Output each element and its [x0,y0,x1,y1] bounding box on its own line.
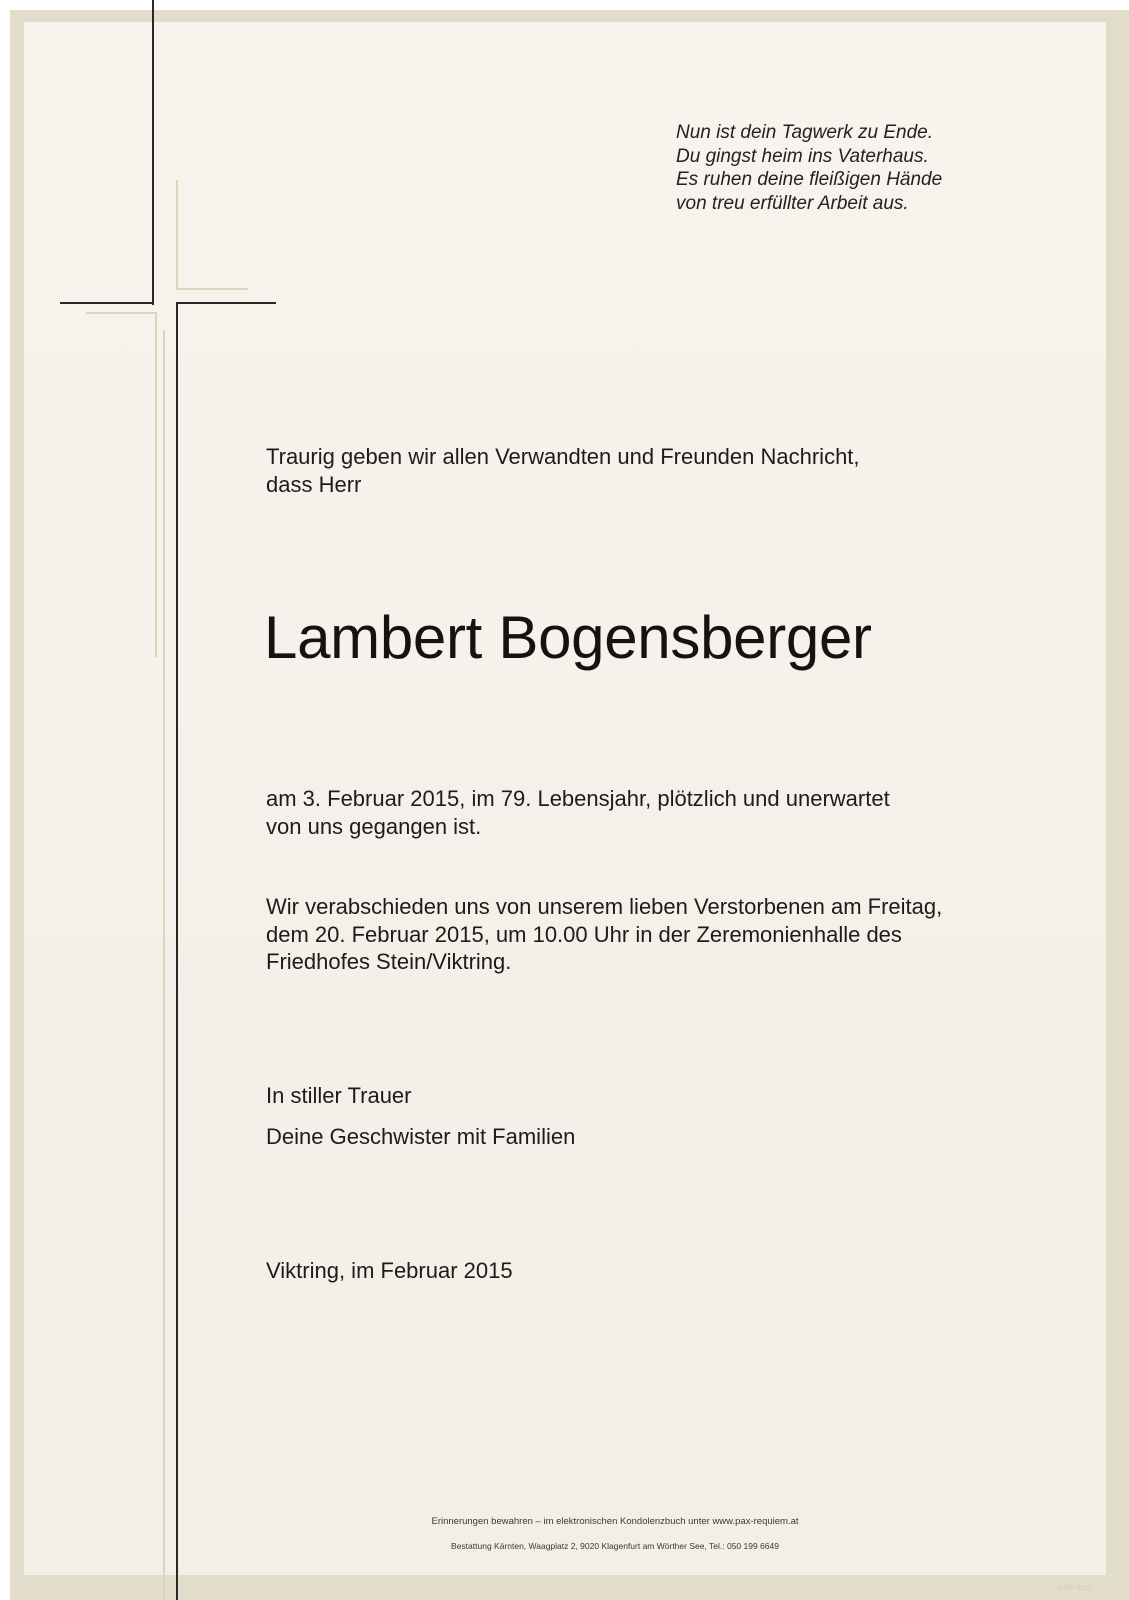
cross-light-vertical-upper [176,180,178,288]
cross-dark-vertical-lower [176,302,178,1600]
mourning-text: In stiller Trauer [266,1083,412,1108]
cross-dark-arm-right [176,302,276,304]
intro-line: Traurig geben wir allen Verwandten und Freunden Nachricht, [266,444,860,469]
cross-light-vertical-lower [163,330,165,1600]
verse-line: Du gingst heim ins Vaterhaus. [676,145,929,167]
death-line: von uns gegangen ist. [266,813,482,839]
cross-light-vertical-left [155,312,157,657]
funeral-paragraph [266,893,942,976]
funeral-line: Wir verabschieden uns von unserem lieben Verstorbenen am Freitag, [266,894,943,919]
verse-line: von treu erfüllter Arbeit aus. [676,192,909,214]
cross-dark-arm-left [60,302,154,304]
verse-line: Es ruhen deine fleißigen Hände [676,169,943,190]
cross-light-arm-right [176,288,248,290]
cross-dark-vertical-upper [152,0,154,305]
intro-paragraph [266,443,860,498]
death-line: am 3. Februar 2015, im 79. Lebensjahr, plötzlich und unerwartet [266,786,890,811]
deceased-name: Lambert Bogensberger [264,604,872,671]
cross-light-arm-left [86,312,156,314]
memorial-verse [676,121,942,215]
verse-line: Nun ist dein Tagwerk zu Ende. [676,122,934,143]
funeral-line: Friedhofes Stein/Viktring. [266,949,512,974]
condolence-footer: Erinnerungen bewahren – im elektronischen Kondolenzbuch unter www.pax-requiem.at [431,1516,799,1527]
funeral-line: dem 20. Februar 2015, um 10.00 Uhr in der Zeremonienhalle des [266,921,902,947]
family-signature: Deine Geschwister mit Familien [266,1124,576,1149]
death-paragraph [266,785,890,840]
funeral-home-footer: Bestattung Kärnten, Waagplatz 2, 9020 Klagenfurt am Wörther See, Tel.: 050 199 6649 [451,1541,779,1551]
print-code: © EP 9120 [1058,1585,1092,1592]
place-date: Viktring, im Februar 2015 [266,1258,513,1283]
intro-line: dass Herr [266,471,362,497]
